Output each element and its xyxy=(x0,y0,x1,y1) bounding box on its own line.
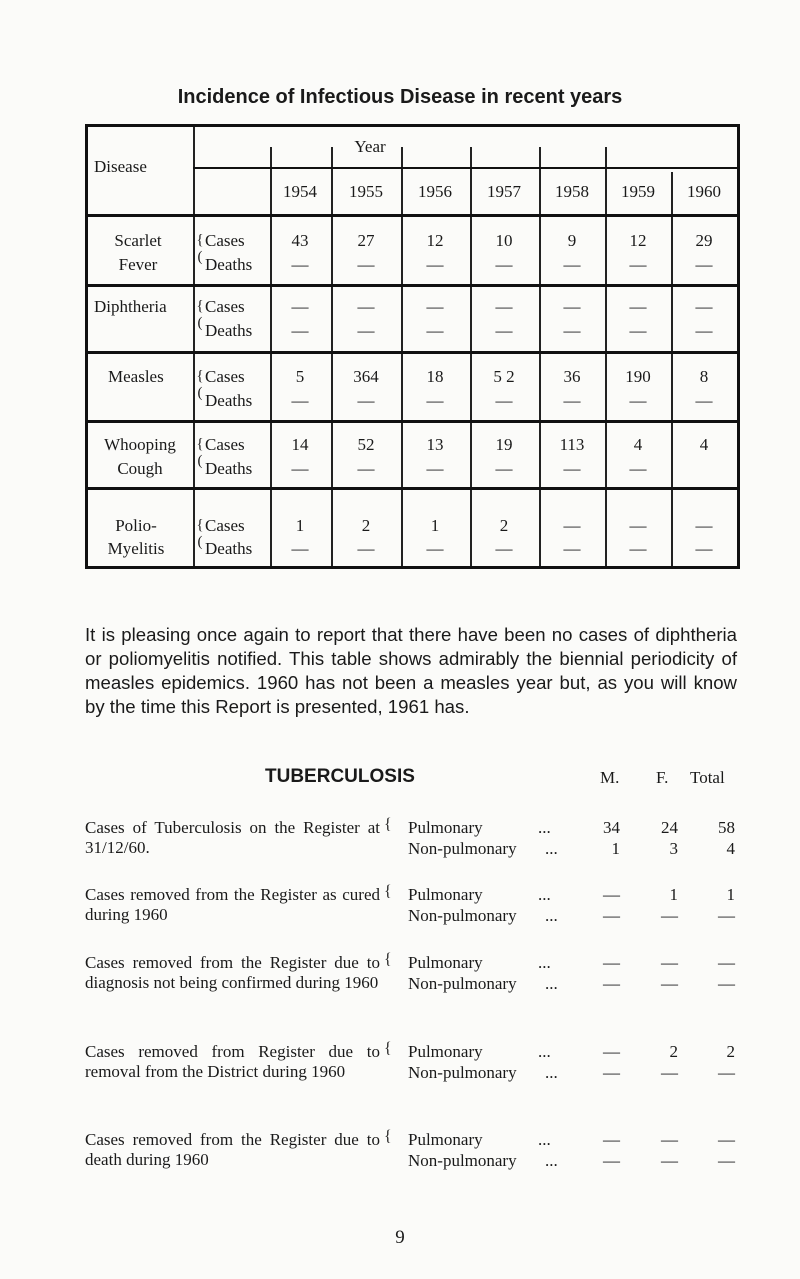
tb-value-male: — xyxy=(603,1130,620,1149)
pulmonary-label: Pulmonary xyxy=(408,818,483,837)
cell-cases: 2 xyxy=(361,516,371,535)
disease-name-line1: Polio- xyxy=(115,516,157,535)
cell-deaths: — xyxy=(695,391,713,410)
brace-icon: { xyxy=(384,1128,392,1145)
column-header-female: F. xyxy=(656,768,669,787)
pulmonary-label: Pulmonary xyxy=(408,1042,483,1061)
disease-name-line2: Fever xyxy=(118,255,158,274)
tb-value-female: — xyxy=(661,906,678,925)
cell-deaths: — xyxy=(495,459,513,478)
summary-paragraph: It is pleasing once again to report that there have been no cases of diphtheria or poliomyelitis notified. This table shows admirably the biennial periodicity of measles epidemics. 1960 has not been a measles year but, as you will know by the time this Report is presented, 1961 has. xyxy=(85,624,737,717)
brace-icon: { xyxy=(196,436,204,452)
tb-value-total: 4 xyxy=(726,839,735,858)
tb-value-female: — xyxy=(661,1151,678,1170)
cell-cases: 8 xyxy=(699,367,709,386)
year-column-header: Year xyxy=(354,137,386,156)
leader-dots: ... xyxy=(545,974,558,993)
year-header-1959: 1959 xyxy=(621,182,655,201)
column-header-male: M. xyxy=(600,768,620,787)
deaths-label: Deaths xyxy=(205,321,253,340)
cell-cases: 19 xyxy=(495,435,513,454)
leader-dots: ... xyxy=(538,1042,551,1061)
tb-value-male: — xyxy=(603,1042,620,1061)
cell-cases: 113 xyxy=(559,435,585,454)
cell-cases: 36 xyxy=(563,367,581,386)
brace-icon: { xyxy=(196,368,204,384)
leader-dots: ... xyxy=(545,839,558,858)
cell-deaths: — xyxy=(426,391,444,410)
tb-value-total: — xyxy=(718,906,735,925)
cell-cases: — xyxy=(695,516,713,535)
tb-value-male: — xyxy=(603,906,620,925)
disease-column-header: Disease xyxy=(94,157,147,176)
leader-dots: ... xyxy=(545,1151,558,1170)
cases-label: Cases xyxy=(205,516,245,535)
brace-icon: { xyxy=(384,816,392,833)
tb-value-male: — xyxy=(603,1151,620,1170)
tb-group-label: Cases removed from the Register as cured during 1960 xyxy=(85,885,380,924)
cell-cases: — xyxy=(695,297,713,316)
deaths-label: Deaths xyxy=(205,459,253,478)
cell-cases: 27 xyxy=(357,231,375,250)
tb-value-total: — xyxy=(718,1130,735,1149)
disease-name-line1: Measles xyxy=(108,367,164,386)
page-number: 9 xyxy=(395,1227,405,1248)
brace-icon: ( xyxy=(197,315,203,331)
cell-cases: 364 xyxy=(353,367,379,386)
deaths-label: Deaths xyxy=(205,391,253,410)
cell-deaths: — xyxy=(291,255,309,274)
tb-value-total: — xyxy=(718,1063,735,1082)
cell-deaths: — xyxy=(695,321,713,340)
cell-deaths: — xyxy=(426,321,444,340)
cell-cases: 5 xyxy=(295,367,305,386)
cell-deaths: — xyxy=(563,391,581,410)
disease-name-line1: Whooping xyxy=(104,435,176,454)
pulmonary-label: Pulmonary xyxy=(408,953,483,972)
column-header-total: Total xyxy=(690,768,725,787)
tb-value-female: — xyxy=(661,953,678,972)
year-header-1956: 1956 xyxy=(418,182,452,201)
cell-cases: 190 xyxy=(625,367,651,386)
cell-cases: — xyxy=(291,297,309,316)
cell-cases: 29 xyxy=(695,231,713,250)
year-header-1955: 1955 xyxy=(349,182,383,201)
cell-cases: 1 xyxy=(430,516,440,535)
disease-table xyxy=(85,124,740,569)
brace-icon: { xyxy=(196,517,204,533)
brace-icon: { xyxy=(384,1040,392,1057)
brace-icon: ( xyxy=(197,453,203,469)
tb-value-male: 1 xyxy=(611,839,620,858)
cell-deaths: — xyxy=(629,459,647,478)
cell-cases: — xyxy=(357,297,375,316)
brace-icon: { xyxy=(384,951,392,968)
cases-label: Cases xyxy=(205,297,245,316)
cell-cases: 43 xyxy=(291,231,309,250)
cell-deaths: — xyxy=(357,391,375,410)
brace-icon: { xyxy=(384,883,392,900)
tb-value-female: — xyxy=(661,974,678,993)
brace-icon: ( xyxy=(197,249,203,265)
tb-value-total: — xyxy=(718,1151,735,1170)
cell-deaths: — xyxy=(495,539,513,558)
non-pulmonary-label: Non-pulmonary xyxy=(408,974,517,993)
tb-value-female: — xyxy=(661,1130,678,1149)
brace-icon: { xyxy=(196,232,204,248)
cell-cases: 14 xyxy=(291,435,309,454)
tb-group-label: Cases removed from the Register due to diagnosis not being confirmed during 1960 xyxy=(85,953,380,992)
cell-deaths: — xyxy=(563,321,581,340)
leader-dots: ... xyxy=(538,1130,551,1149)
tuberculosis-heading: TUBERCULOSIS xyxy=(265,766,415,787)
tb-value-female: — xyxy=(661,1063,678,1082)
brace-icon: ( xyxy=(197,385,203,401)
tb-group-label: Cases removed from the Register due to death during 1960 xyxy=(85,1130,380,1169)
tb-value-total: 2 xyxy=(726,1042,735,1061)
disease-name-line2: Myelitis xyxy=(107,539,165,558)
cell-deaths: — xyxy=(426,459,444,478)
cell-deaths: — xyxy=(426,255,444,274)
cell-cases: 12 xyxy=(629,231,647,250)
cell-cases: — xyxy=(629,516,647,535)
cell-deaths: — xyxy=(563,459,581,478)
cell-deaths: — xyxy=(291,539,309,558)
cell-cases: 1 xyxy=(295,516,305,535)
non-pulmonary-label: Non-pulmonary xyxy=(408,1063,517,1082)
deaths-label: Deaths xyxy=(205,539,253,558)
cell-cases: 4 xyxy=(633,435,643,454)
cell-deaths: — xyxy=(495,255,513,274)
cell-cases: — xyxy=(426,297,444,316)
cell-deaths: — xyxy=(426,539,444,558)
tb-group-label: Cases of Tuberculosis on the Register at 31/12/60. xyxy=(85,818,380,857)
tb-value-male: — xyxy=(603,953,620,972)
pulmonary-label: Pulmonary xyxy=(408,1130,483,1149)
cell-deaths: — xyxy=(291,321,309,340)
cell-deaths: — xyxy=(629,391,647,410)
tb-group-label: Cases removed from Register due to removal from the District during 1960 xyxy=(85,1042,380,1081)
tb-value-total: 58 xyxy=(718,818,735,837)
cell-cases: 18 xyxy=(426,367,444,386)
tb-value-female: 24 xyxy=(661,818,678,837)
year-header-1960: 1960 xyxy=(687,182,721,201)
tb-value-female: 1 xyxy=(669,885,678,904)
cell-deaths: — xyxy=(357,459,375,478)
pulmonary-label: Pulmonary xyxy=(408,885,483,904)
deaths-label: Deaths xyxy=(205,255,253,274)
cases-label: Cases xyxy=(205,367,245,386)
leader-dots: ... xyxy=(538,818,551,837)
cell-deaths: — xyxy=(357,321,375,340)
leader-dots: ... xyxy=(538,885,551,904)
cell-deaths: — xyxy=(695,255,713,274)
tb-value-total: — xyxy=(718,953,735,972)
cell-cases: 52 xyxy=(357,435,375,454)
leader-dots: ... xyxy=(538,953,551,972)
tb-value-male: — xyxy=(603,974,620,993)
cell-cases: 13 xyxy=(426,435,444,454)
cell-cases: — xyxy=(563,297,581,316)
cell-cases: — xyxy=(563,516,581,535)
cell-deaths: — xyxy=(629,321,647,340)
cell-deaths: — xyxy=(357,539,375,558)
cell-cases: 5 2 xyxy=(493,367,515,386)
cell-deaths: — xyxy=(695,539,713,558)
year-header-1954: 1954 xyxy=(283,182,317,201)
tb-value-male: 34 xyxy=(603,818,620,837)
tb-value-female: 2 xyxy=(669,1042,678,1061)
cell-cases: 2 xyxy=(499,516,509,535)
non-pulmonary-label: Non-pulmonary xyxy=(408,906,517,925)
disease-name-line1: Diphtheria xyxy=(94,297,167,316)
cell-deaths: — xyxy=(495,391,513,410)
tb-value-male: — xyxy=(603,885,620,904)
tb-value-total: — xyxy=(718,974,735,993)
page-title: Incidence of Infectious Disease in recent years xyxy=(177,86,623,108)
non-pulmonary-label: Non-pulmonary xyxy=(408,1151,517,1170)
cell-cases: — xyxy=(495,297,513,316)
cell-deaths: — xyxy=(629,539,647,558)
cell-deaths: — xyxy=(563,255,581,274)
disease-name-line2: Cough xyxy=(117,459,163,478)
year-header-1957: 1957 xyxy=(487,182,521,201)
cell-deaths: — xyxy=(495,321,513,340)
year-header-1958: 1958 xyxy=(555,182,589,201)
brace-icon: { xyxy=(196,298,204,314)
cell-cases: — xyxy=(629,297,647,316)
leader-dots: ... xyxy=(545,906,558,925)
cell-cases: 12 xyxy=(426,231,444,250)
cell-cases: 9 xyxy=(567,231,577,250)
tb-value-total: 1 xyxy=(726,885,735,904)
cell-deaths: — xyxy=(563,539,581,558)
tb-value-female: 3 xyxy=(669,839,678,858)
disease-name-line1: Scarlet xyxy=(114,231,162,250)
cell-cases: 4 xyxy=(699,435,709,454)
tb-value-male: — xyxy=(603,1063,620,1082)
cell-cases: 10 xyxy=(495,231,513,250)
cell-deaths: — xyxy=(629,255,647,274)
cases-label: Cases xyxy=(205,231,245,250)
brace-icon: ( xyxy=(197,534,203,550)
cell-deaths: — xyxy=(291,459,309,478)
non-pulmonary-label: Non-pulmonary xyxy=(408,839,517,858)
leader-dots: ... xyxy=(545,1063,558,1082)
cell-deaths: — xyxy=(291,391,309,410)
cell-deaths: — xyxy=(357,255,375,274)
cases-label: Cases xyxy=(205,435,245,454)
